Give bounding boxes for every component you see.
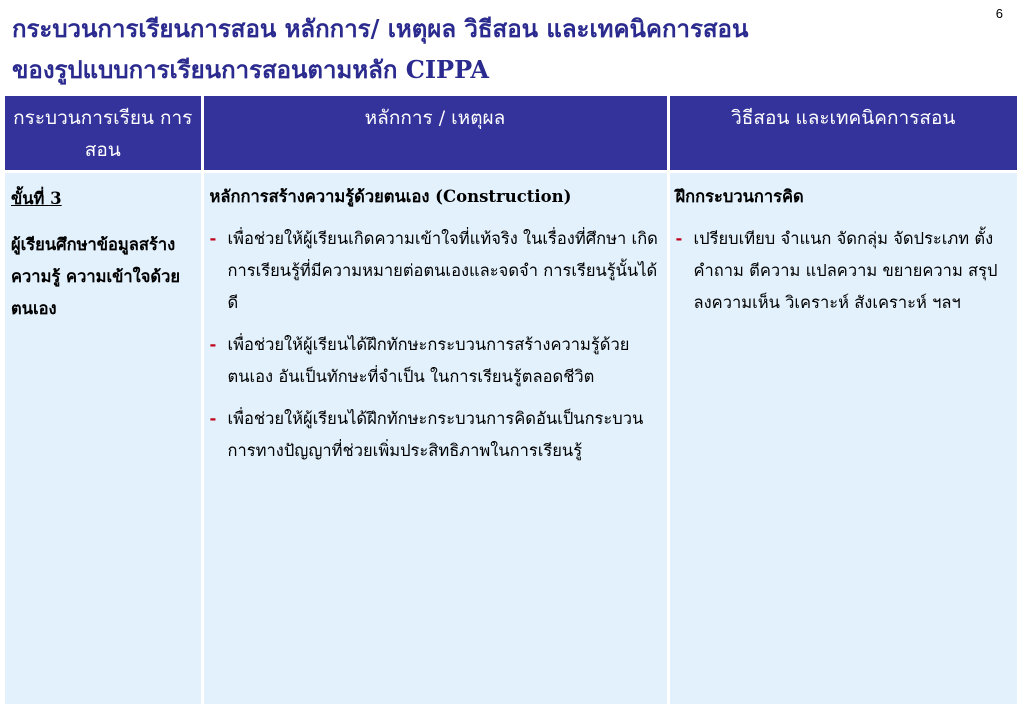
step-label: ขั้นที่ 3 xyxy=(11,189,62,208)
bullet-dash-icon: - xyxy=(209,409,217,428)
bullet-text: เพื่อช่วยให้ผู้เรียนได้ฝึกทักษะกระบวนการสร้างความรู้ด้วยตนเอง อันเป็นทักษะที่จำเป็น ในการเรียนรู้ตลอดชีวิต xyxy=(227,335,630,386)
table-row xyxy=(5,172,1017,705)
methods-heading: ฝึกกระบวนการคิด xyxy=(675,187,804,206)
methods-bullet xyxy=(676,223,1012,319)
rationale-bullet xyxy=(210,329,661,393)
rationale-cell xyxy=(202,172,668,705)
rationale-bullet xyxy=(210,223,661,319)
slide-number: 6 xyxy=(995,6,1003,21)
title-line-2: ของรูปแบบการเรียนการสอนตามหลัก CIPPA xyxy=(12,55,490,84)
bullet-dash-icon: - xyxy=(675,229,683,248)
header-process: กระบวนการเรียน การสอน xyxy=(5,96,202,172)
methods-cell xyxy=(668,172,1017,705)
process-cell xyxy=(5,172,202,705)
bullet-dash-icon: - xyxy=(209,335,217,354)
bullet-text: เพื่อช่วยให้ผู้เรียนเกิดความเข้าใจที่แท้จริง ในเรื่องที่ศึกษา เกิดการเรียนรู้ที่มีความหมายต่อตนเองและจดจำ การเรียนรู้นั้นได้ดี xyxy=(227,229,658,312)
page-title xyxy=(12,8,972,90)
rationale-heading: หลักการสร้างความรู้ด้วยตนเอง (Construction) xyxy=(209,187,572,206)
header-rationale: หลักการ / เหตุผล xyxy=(202,96,668,172)
cippa-table xyxy=(5,96,1017,704)
bullet-dash-icon: - xyxy=(209,229,217,248)
bullet-text: เพื่อช่วยให้ผู้เรียนได้ฝึกทักษะกระบวนการคิดอันเป็นกระบวนการทางปัญญาที่ช่วยเพิ่มประสิทธิภาพในการเรียนรู้ xyxy=(227,409,644,460)
table-header-row xyxy=(5,96,1017,172)
step-description: ผู้เรียนศึกษาข้อมูลสร้างความรู้ ความเข้าใจด้วยตนเอง xyxy=(11,235,181,318)
title-line-1: กระบวนการเรียนการสอน หลักการ/ เหตุผล วิธีสอน และเทคนิคการสอน xyxy=(12,14,749,43)
header-methods: วิธีสอน และเทคนิคการสอน xyxy=(668,96,1017,172)
bullet-text: เปรียบเทียบ จำแนก จัดกลุ่ม จัดประเภท ตั้งคำถาม ตีความ แปลความ ขยายความ สรุป ลงความเห็น วิเคราะห์ สังเคราะห์ ฯลฯ xyxy=(693,229,998,312)
rationale-bullet xyxy=(210,403,661,467)
